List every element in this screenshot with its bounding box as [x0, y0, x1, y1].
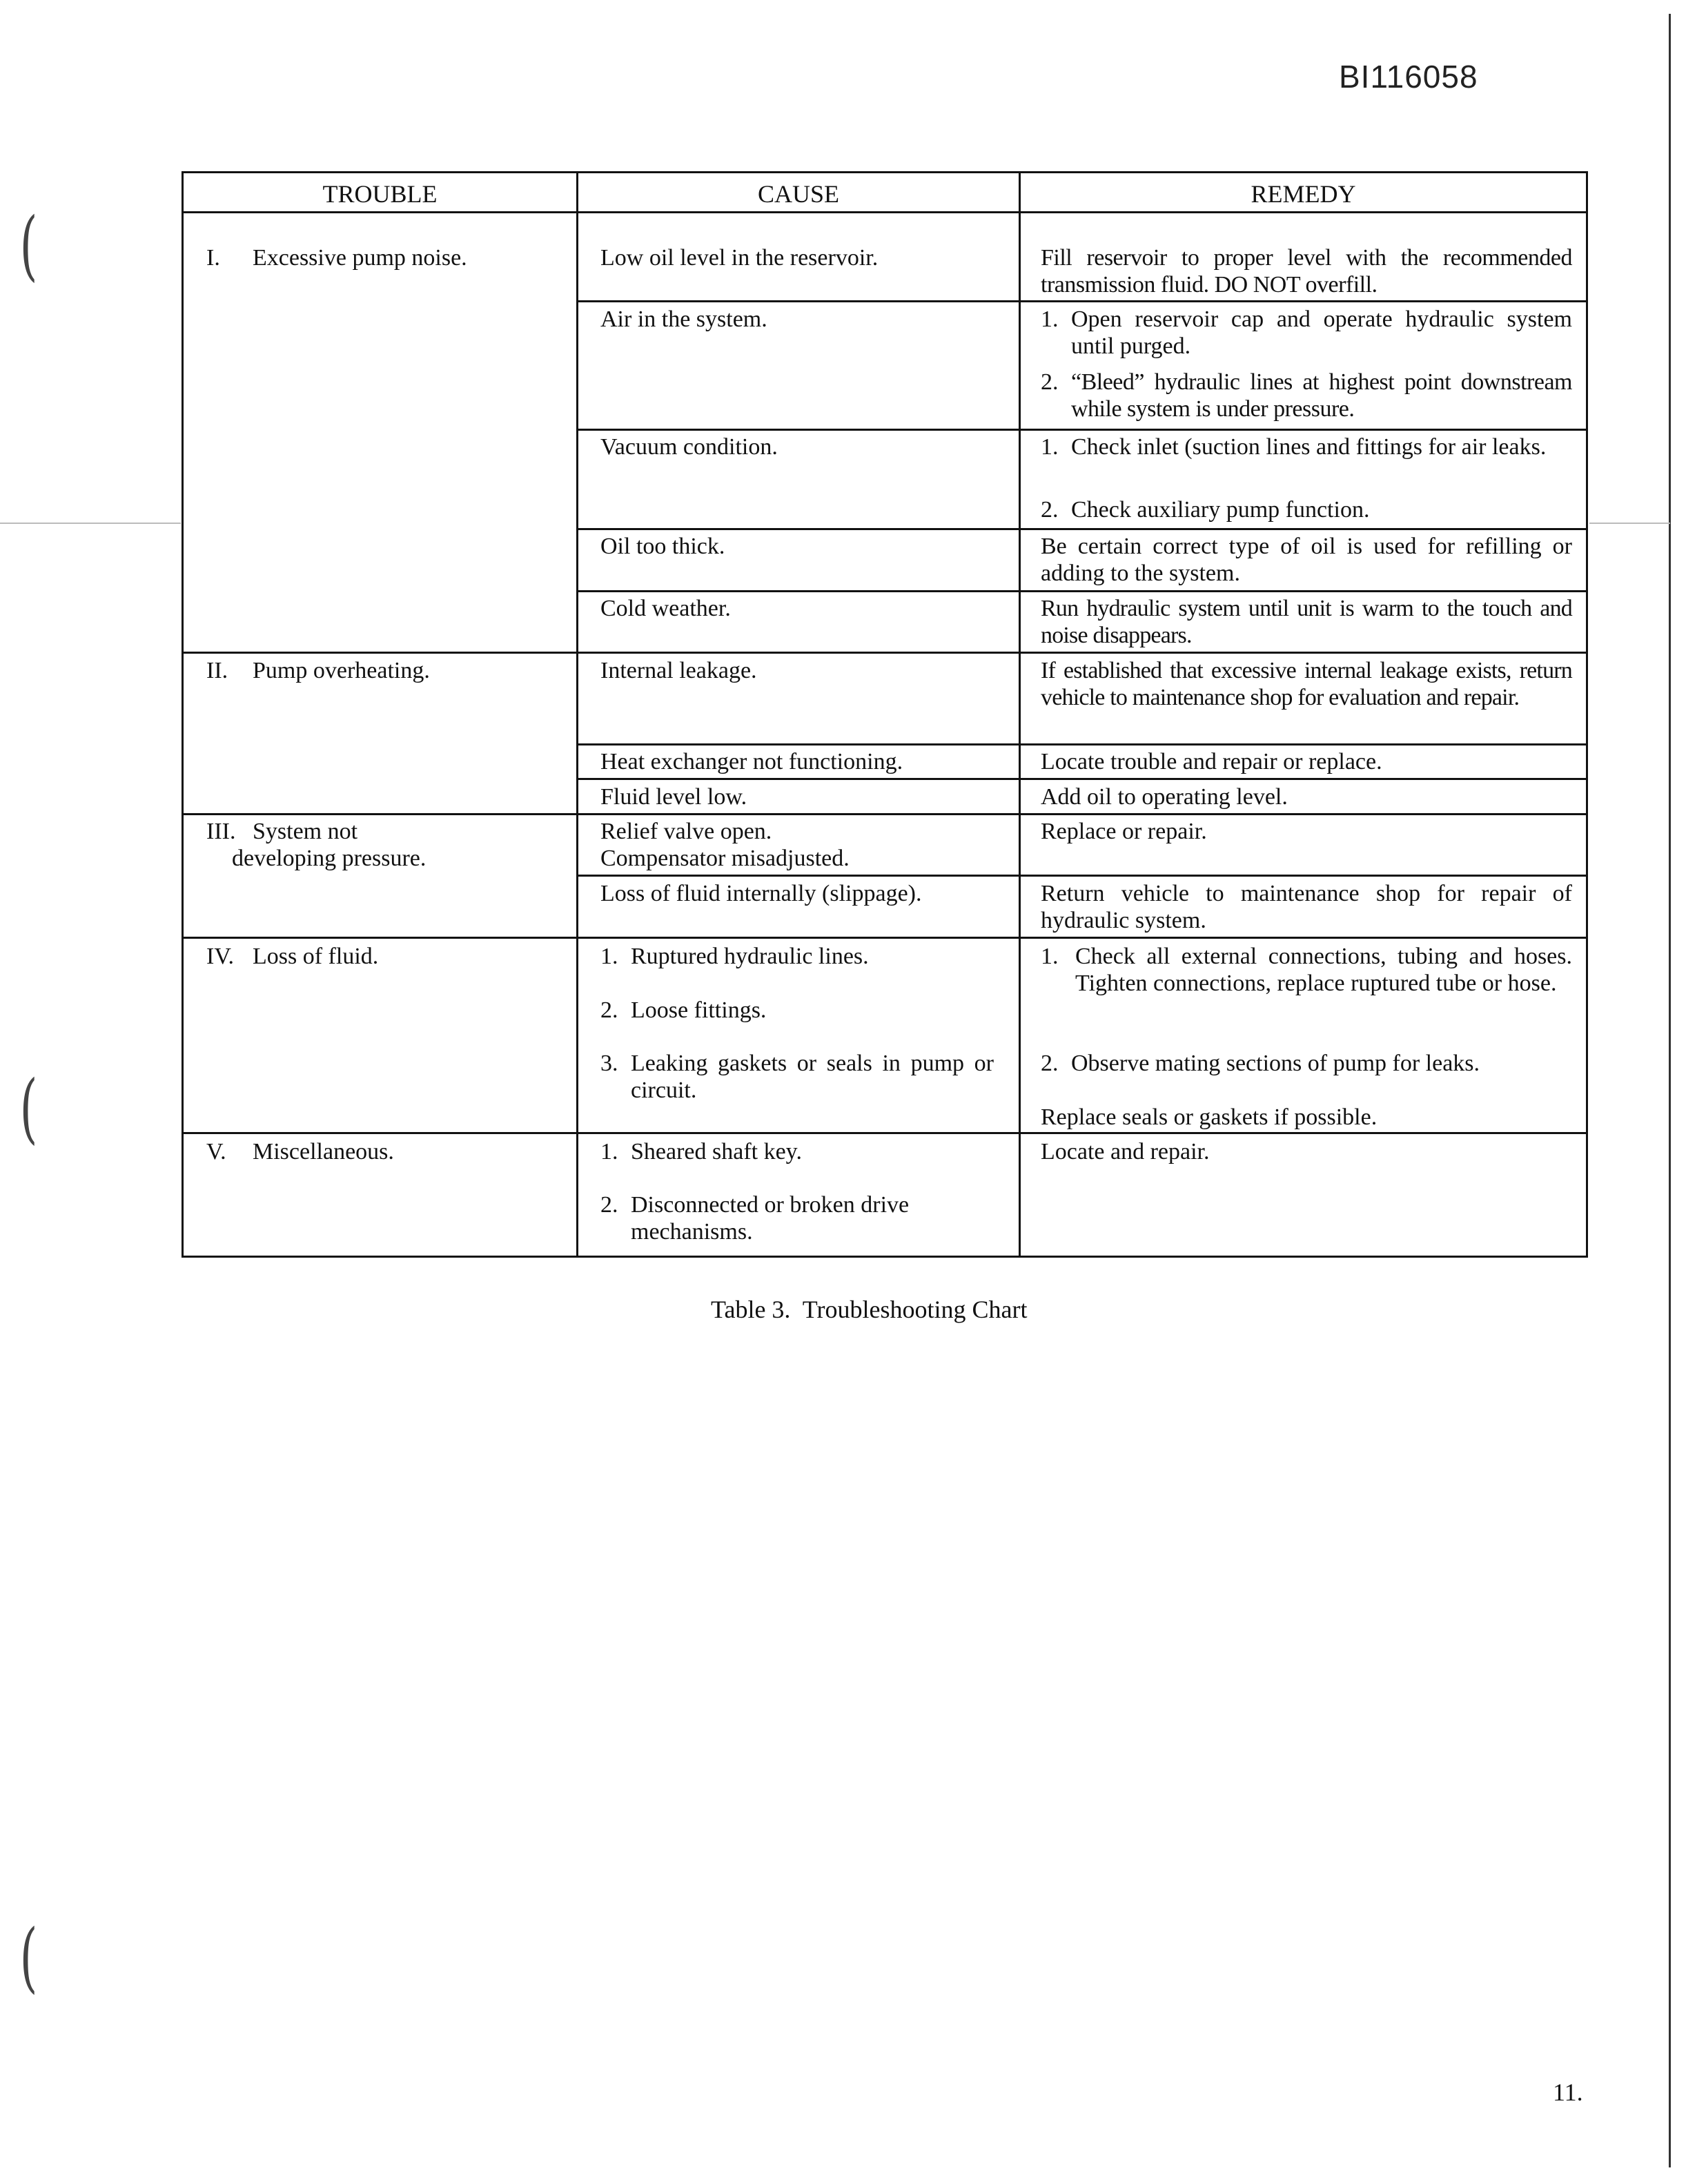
- trouble-3: [206, 818, 538, 872]
- remedy-replace-repair: Replace or repair.: [1041, 819, 1207, 844]
- remedy-check-external: [1041, 943, 1572, 997]
- scan-rule-left: [0, 523, 181, 524]
- cause-air: Air in the system.: [600, 306, 767, 332]
- trouble-2: [206, 657, 565, 684]
- item-number: 1.: [600, 1139, 618, 1164]
- item-text: Open reservoir cap and operate hydraulic system until purged.: [1071, 306, 1572, 359]
- group-rule-4: [184, 1132, 1586, 1134]
- cause-loose: [600, 997, 1001, 1024]
- header-remedy: REMEDY: [1251, 180, 1356, 208]
- cause-fluid-low: Fluid level low.: [600, 784, 747, 810]
- trouble-number: II.: [206, 658, 228, 683]
- cause-oil-thick: Oil too thick.: [600, 534, 725, 559]
- trouble-4: [206, 943, 565, 970]
- remedy-open-cap: [1041, 306, 1572, 360]
- cause-cold: Cold weather.: [600, 596, 731, 621]
- item-text: Check auxiliary pump function.: [1071, 497, 1370, 523]
- column-divider-2: [1019, 173, 1021, 1256]
- item-number: 3.: [600, 1051, 618, 1076]
- remedy-excessive-leak: If established that excessive internal leakage exists, return vehicle to maintenance shop for evaluation and repair.: [1041, 658, 1572, 710]
- trouble-number: V.: [206, 1139, 226, 1164]
- scan-rule-right: [1589, 523, 1670, 524]
- binder-hole-mark-3: (: [19, 1913, 38, 2001]
- item-text: Ruptured hydraulic lines.: [631, 944, 869, 969]
- remedy-replace-seals: Replace seals or gaskets if possible.: [1041, 1104, 1378, 1130]
- remedy-locate-repair: Locate and repair.: [1041, 1139, 1210, 1164]
- cause-leaking: [600, 1050, 1001, 1104]
- item-number: 2.: [1041, 369, 1059, 395]
- row-rule-6: [576, 778, 1586, 780]
- remedy-observe: [1041, 1050, 1572, 1077]
- page-edge-line: [1669, 14, 1671, 2167]
- item-number: 1.: [1041, 434, 1059, 460]
- trouble-1: [206, 244, 565, 271]
- group-rule-2: [184, 813, 1586, 815]
- table-caption: Table 3. Troubleshooting Chart: [711, 1296, 1028, 1323]
- cause-sheared: [600, 1138, 1001, 1165]
- remedy-fill: Fill reservoir to proper level with the recommended transmission fluid. DO NOT overfill.: [1041, 245, 1572, 298]
- binder-hole-mark-1: (: [19, 201, 38, 289]
- remedy-check-inlet: [1041, 433, 1572, 460]
- cause-vacuum: Vacuum condition.: [600, 434, 778, 460]
- item-text: Loose fittings.: [631, 997, 767, 1023]
- cause-internal-leak: Internal leakage.: [600, 658, 757, 683]
- row-rule-3: [576, 528, 1586, 530]
- trouble-number: I.: [206, 245, 220, 271]
- item-number: 2.: [600, 997, 618, 1023]
- trouble-number: IV.: [206, 944, 234, 969]
- row-rule-5: [576, 743, 1586, 745]
- item-text: Check all external connections, tubing and hoses. Tighten connections, replace ruptured tube or hose.: [1075, 944, 1572, 996]
- header-trouble: TROUBLE: [322, 180, 438, 208]
- trouble-text: System not developing pressure.: [232, 819, 427, 871]
- item-text: Leaking gaskets or seals in pump or circuit.: [631, 1051, 994, 1103]
- binder-hole-mark-2: (: [19, 1064, 38, 1152]
- item-text: Observe mating sections of pump for leaks.: [1071, 1051, 1480, 1076]
- trouble-5: [206, 1138, 565, 1165]
- item-text: “Bleed” hydraulic lines at highest point downstream while system is under pressure.: [1071, 369, 1572, 422]
- row-rule-7: [576, 875, 1586, 877]
- remedy-check-aux: [1041, 496, 1572, 523]
- cause-loss-internal: Loss of fluid internally (slippage).: [600, 881, 922, 906]
- trouble-text: Excessive pump noise.: [253, 245, 467, 271]
- item-text: Sheared shaft key.: [631, 1139, 802, 1164]
- row-rule-2: [576, 429, 1586, 431]
- trouble-text: Miscellaneous.: [253, 1139, 394, 1164]
- cause-disconnected: [600, 1191, 1001, 1245]
- item-number: 1.: [1041, 306, 1059, 332]
- page-number: 11.: [1553, 2078, 1583, 2106]
- column-divider-1: [576, 173, 578, 1256]
- item-number: 2.: [1041, 1051, 1059, 1076]
- header-cause: CAUSE: [757, 180, 840, 208]
- remedy-run-system: Run hydraulic system until unit is warm to the touch and noise disappears.: [1041, 596, 1572, 648]
- cause-ruptured: [600, 943, 1001, 970]
- troubleshooting-table: [182, 171, 1588, 1258]
- row-rule-1: [576, 300, 1586, 302]
- remedy-add-oil: Add oil to operating level.: [1041, 784, 1288, 810]
- item-number: 2.: [1041, 497, 1059, 523]
- cause-low-oil: Low oil level in the reservoir.: [600, 245, 879, 271]
- cause-heat-exchanger: Heat exchanger not functioning.: [600, 749, 903, 774]
- trouble-text: Loss of fluid.: [253, 944, 379, 969]
- item-number: 1.: [600, 944, 618, 969]
- remedy-bleed: [1041, 369, 1572, 422]
- remedy-locate-repair-replace: Locate trouble and repair or replace.: [1041, 749, 1382, 774]
- trouble-text: Pump overheating.: [253, 658, 430, 683]
- item-number: 2.: [600, 1192, 618, 1218]
- item-number: 1.: [1041, 944, 1059, 969]
- remedy-correct-oil: Be certain correct type of oil is used for refilling or adding to the system.: [1041, 534, 1572, 586]
- remedy-return-shop: Return vehicle to maintenance shop for repair of hydraulic system.: [1041, 881, 1572, 933]
- row-rule-4: [576, 590, 1586, 592]
- header-rule: [184, 211, 1586, 213]
- item-text: Check inlet (suction lines and fittings for air leaks.: [1071, 434, 1547, 460]
- group-rule-1: [184, 652, 1586, 654]
- trouble-number: III.: [206, 819, 236, 844]
- item-text: Disconnected or broken drive mechanisms.: [631, 1192, 910, 1245]
- group-rule-3: [184, 937, 1586, 939]
- cause-compensator: Compensator misadjusted.: [600, 846, 850, 871]
- document-id: BI116058: [1339, 59, 1478, 95]
- cause-relief-valve: Relief valve open.: [600, 819, 772, 844]
